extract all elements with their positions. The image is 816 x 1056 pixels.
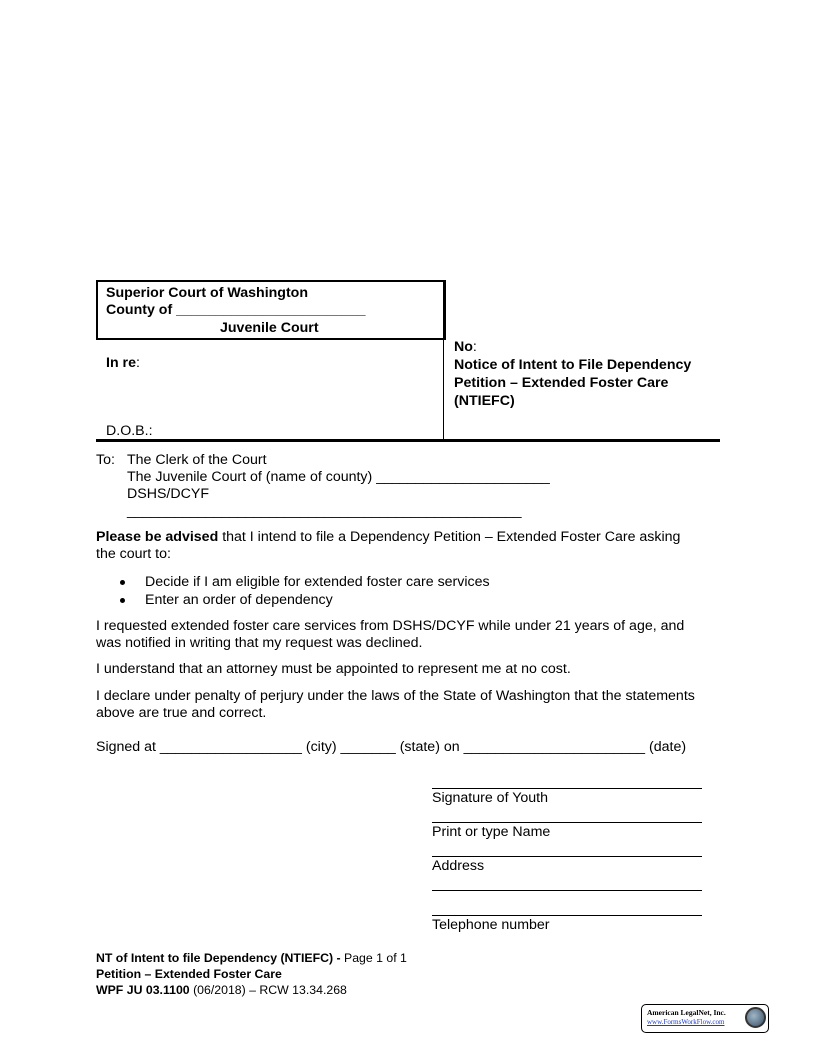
address-line-2[interactable] <box>432 890 702 891</box>
bullet-icon <box>120 580 125 585</box>
dob-label: D.O.B.: <box>106 423 153 439</box>
case-number-label: No: <box>454 339 477 355</box>
requested-paragraph-line2: was notified in writing that my request was declined. <box>96 635 423 651</box>
bullet-item-order: Enter an order of dependency <box>145 592 333 608</box>
advised-paragraph-line2: the court to: <box>96 546 171 562</box>
footer-line3: WPF JU 03.1100 (06/2018) – RCW 13.34.268 <box>96 983 347 997</box>
telephone-label: Telephone number <box>432 917 550 933</box>
to-clerk: The Clerk of the Court <box>127 452 267 468</box>
in-re-label: In re: <box>106 355 140 371</box>
juvenile-court-label: Juvenile Court <box>220 320 319 336</box>
signed-at-line[interactable]: Signed at __________________ (city) _______ (state) on _______________________ (date) <box>96 739 687 755</box>
to-dshs: DSHS/DCYF <box>127 486 209 502</box>
logo-company-name: American LegalNet, Inc. <box>647 1008 726 1017</box>
form-title-line1: Notice of Intent to File Dependency <box>454 357 692 373</box>
bullet-item-eligible: Decide if I am eligible for extended foster care services <box>145 574 490 590</box>
declare-paragraph-line2: above are true and correct. <box>96 705 267 721</box>
signature-line[interactable] <box>432 788 702 789</box>
address-line[interactable] <box>432 856 702 857</box>
declare-paragraph: I declare under penalty of perjury under the laws of the State of Washington that the statements <box>96 688 695 704</box>
to-label: To: <box>96 452 115 468</box>
to-juvenile-court[interactable]: The Juvenile Court of (name of county) ______________________ <box>127 469 550 485</box>
attorney-paragraph: I understand that an attorney must be appointed to represent me at no cost. <box>96 661 571 677</box>
footer-line2: Petition – Extended Foster Care <box>96 967 282 981</box>
signature-youth-label: Signature of Youth <box>432 790 548 806</box>
advised-paragraph: Please be advised that I intend to file a Dependency Petition – Extended Foster Care asking <box>96 529 681 545</box>
bullet-icon <box>120 598 125 603</box>
caption-divider-horizontal <box>96 439 720 442</box>
name-line[interactable] <box>432 822 702 823</box>
print-name-label: Print or type Name <box>432 824 551 840</box>
globe-icon <box>745 1007 766 1028</box>
footer-line1: NT of Intent to file Dependency (NTIEFC) - Page 1 of 1 <box>96 951 407 965</box>
address-label: Address <box>432 858 485 874</box>
court-name: Superior Court of Washington <box>106 285 309 301</box>
requested-paragraph: I requested extended foster care services from DSHS/DCYF while under 21 years of age, and <box>96 618 685 634</box>
to-blank-line[interactable]: __________________________________________________ <box>127 503 522 519</box>
telephone-line[interactable] <box>432 915 702 916</box>
form-title-line3: (NTIEFC) <box>454 393 515 409</box>
county-field[interactable]: County of ________________________ <box>106 302 366 318</box>
form-title-line2: Petition – Extended Foster Care <box>454 375 669 391</box>
logo-url-link[interactable]: www.FormsWorkFlow.com <box>647 1018 725 1026</box>
caption-divider-vertical <box>443 280 444 440</box>
legalnet-logo[interactable] <box>641 1004 769 1033</box>
